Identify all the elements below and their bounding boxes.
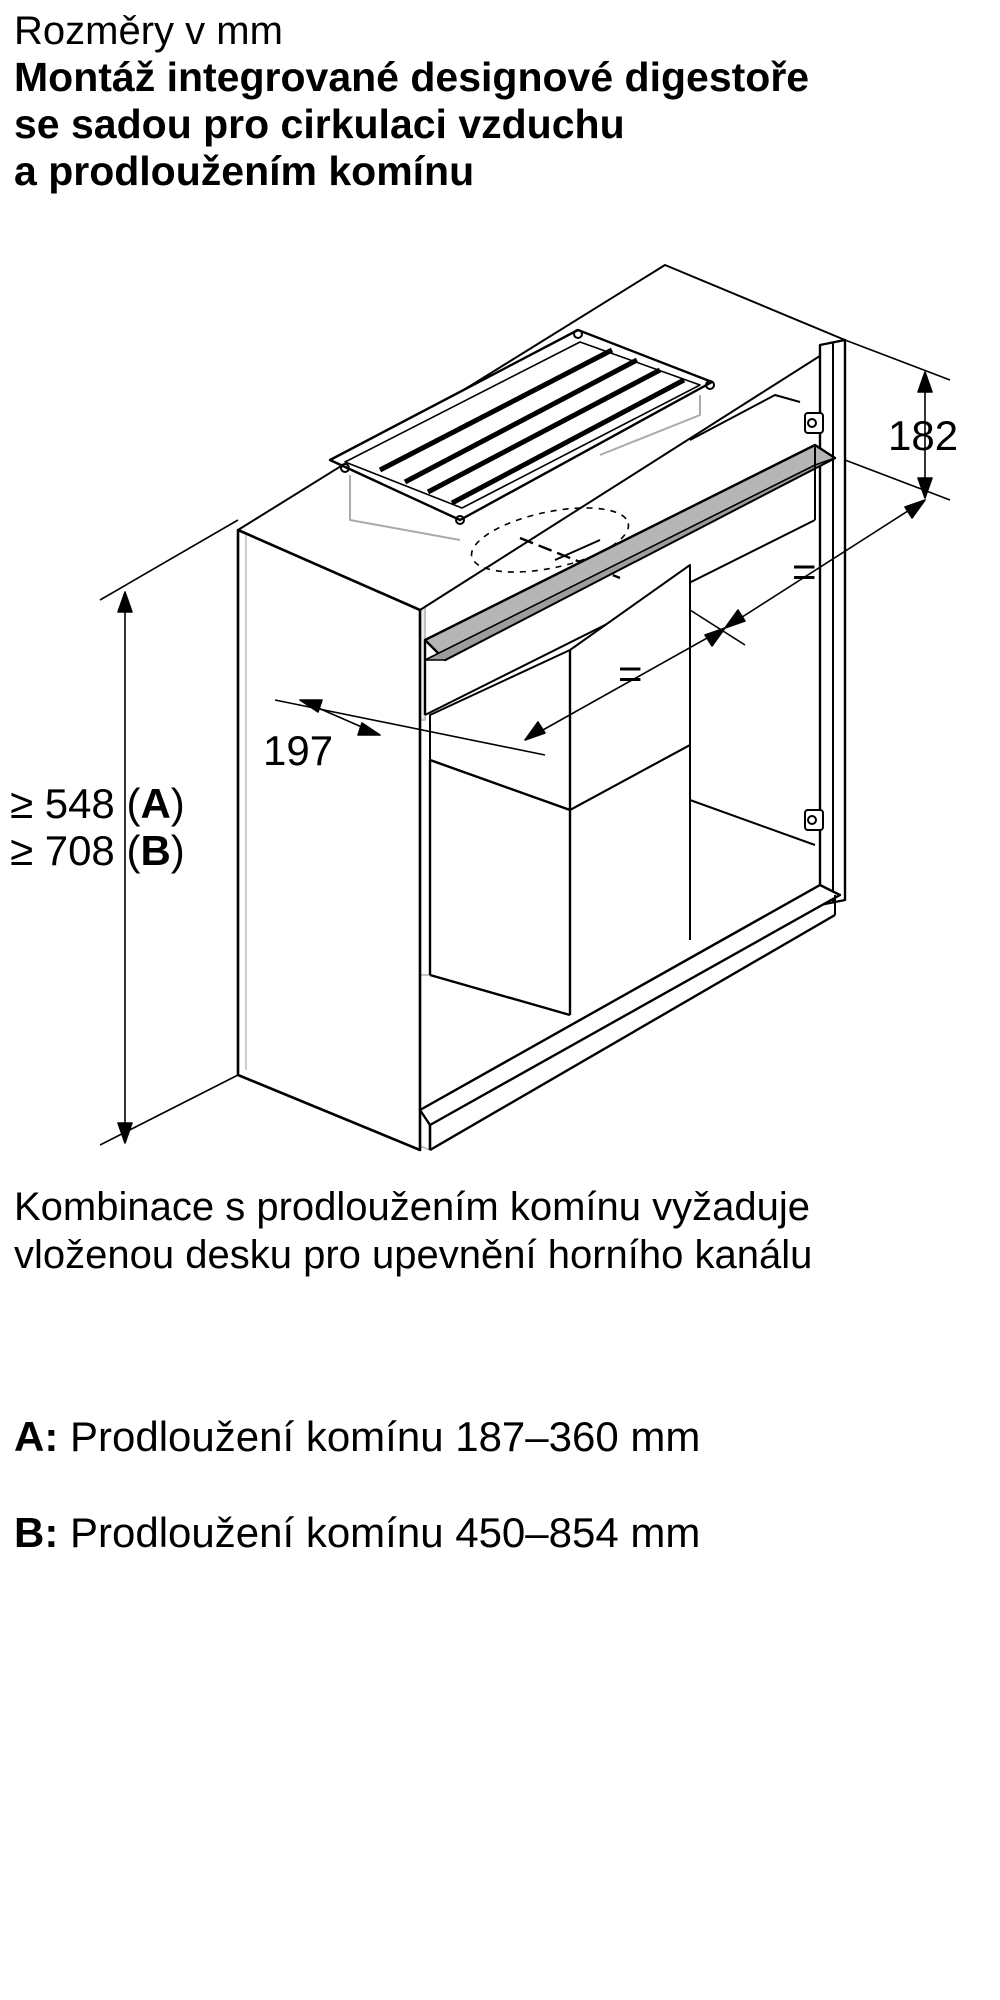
note-line-1: Kombinace s prodloužením komínu vyžaduje bbox=[14, 1185, 810, 1229]
legend-text-a: Prodloužení komínu 187–360 mm bbox=[70, 1413, 701, 1460]
note-block bbox=[14, 1183, 989, 1279]
dimensions-unit-label: Rozměry v mm bbox=[14, 9, 283, 53]
hinge-bottom bbox=[805, 810, 823, 830]
dimension-197-label: 197 bbox=[263, 727, 334, 774]
title-line-1: Montáž integrované designové digestoře bbox=[14, 54, 810, 100]
legend-key-b: B: bbox=[14, 1509, 59, 1556]
cabinet-installation-diagram bbox=[0, 250, 1000, 1170]
dimension-equal-top-label: = bbox=[792, 548, 817, 595]
dimension-182-label: 182 bbox=[888, 412, 959, 459]
legend-key-a: A: bbox=[14, 1413, 59, 1460]
legend-item-b bbox=[14, 1508, 700, 1558]
min-height-b-label: ≥ 708 (B) bbox=[10, 827, 185, 874]
title-line-2: se sadou pro cirkulaci vzduchu bbox=[14, 101, 625, 147]
hinge-top bbox=[805, 413, 823, 433]
legend-text-b: Prodloužení komínu 450–854 mm bbox=[70, 1509, 701, 1556]
title-block bbox=[14, 8, 984, 195]
cabinet-bottom-panel bbox=[420, 885, 840, 1150]
cabinet-left-side-panel bbox=[238, 530, 420, 1150]
note-line-2: vloženou desku pro upevnění horního kanálu bbox=[14, 1233, 813, 1277]
title-line-3: a prodloužením komínu bbox=[14, 148, 475, 194]
legend-item-a bbox=[14, 1412, 700, 1462]
dimension-equal-front-label: = bbox=[618, 650, 643, 697]
min-height-a-label: ≥ 548 (A) bbox=[10, 780, 185, 827]
